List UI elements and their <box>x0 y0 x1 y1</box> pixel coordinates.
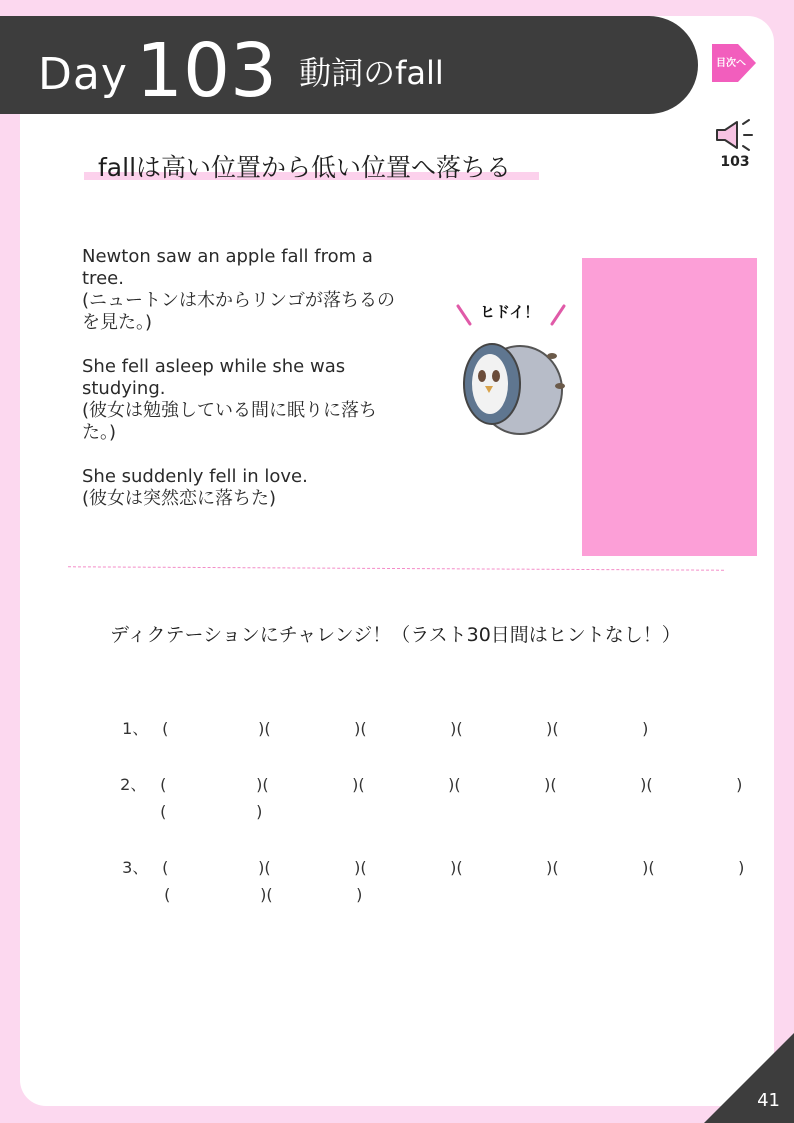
blank-paren: )( <box>642 858 655 877</box>
day-label: Day <box>38 49 128 100</box>
example-list <box>82 246 402 532</box>
toc-label: 目次へ <box>716 58 746 69</box>
audio-track-number: 103 <box>720 154 750 170</box>
page-number: 41 <box>757 1090 780 1111</box>
blank-paren: ) <box>642 719 649 738</box>
example-item <box>82 356 402 444</box>
penguin-mascot-icon <box>452 298 572 438</box>
blank-paren: ( <box>164 885 171 904</box>
example-english: She suddenly fell in love. <box>82 466 308 487</box>
image-placeholder <box>582 258 757 556</box>
blank-paren: ( <box>160 802 167 821</box>
subtitle: fallは高い位置から低い位置へ落ちる <box>98 153 512 182</box>
example-japanese: (彼女は突然恋に落ちた) <box>82 488 277 509</box>
example-english: She fell asleep while she was studying. <box>82 356 346 399</box>
day-number: 103 <box>135 28 278 114</box>
blank-paren: )( <box>354 719 367 738</box>
example-item <box>82 246 402 334</box>
dictation-item-3-continued <box>154 866 362 904</box>
day-topic: 動詞のfall <box>299 54 444 92</box>
example-item <box>82 466 402 510</box>
blank-paren: )( <box>260 885 273 904</box>
blank-paren: )( <box>450 858 463 877</box>
blank-paren: )( <box>354 858 367 877</box>
subtitle-block <box>84 148 511 184</box>
blank-paren: ) <box>738 858 745 877</box>
dictation-number: 1、 <box>122 719 149 738</box>
example-japanese: (ニュートンは木からリンゴが落ちるのを見た。) <box>82 290 396 333</box>
dictation-number: 3、 <box>122 858 149 877</box>
blank-paren: )( <box>546 719 559 738</box>
blank-paren: )( <box>256 775 269 794</box>
blank-paren: ( <box>160 775 167 794</box>
page-corner <box>704 1033 794 1123</box>
mascot-speech: ヒドイ！ <box>480 303 540 321</box>
blank-paren: )( <box>448 775 461 794</box>
blank-paren: )( <box>450 719 463 738</box>
dictation-item-1 <box>112 697 648 739</box>
dictation-item-2-continued <box>150 783 262 821</box>
dictation-title: ディクテーションにチャレンジ！（ラスト30日間はヒントなし！） <box>110 624 681 646</box>
toc-button[interactable] <box>710 42 758 84</box>
blank-paren: ) <box>736 775 743 794</box>
dictation-number: 2、 <box>120 775 147 794</box>
audio-button[interactable] <box>708 118 762 170</box>
blank-paren: )( <box>544 775 557 794</box>
blank-paren: )( <box>352 775 365 794</box>
blank-paren: ) <box>256 802 263 821</box>
example-japanese: (彼女は勉強している間に眠りに落ちた。) <box>82 400 378 443</box>
example-english: Newton saw an apple fall from a tree. <box>82 246 373 289</box>
blank-paren: )( <box>258 719 271 738</box>
day-header <box>0 16 698 114</box>
blank-paren: ( <box>162 719 169 738</box>
blank-paren: )( <box>640 775 653 794</box>
speaker-icon <box>713 118 757 152</box>
blank-paren: ( <box>162 858 169 877</box>
blank-paren: )( <box>258 858 271 877</box>
blank-paren: ) <box>356 885 363 904</box>
blank-paren: )( <box>546 858 559 877</box>
